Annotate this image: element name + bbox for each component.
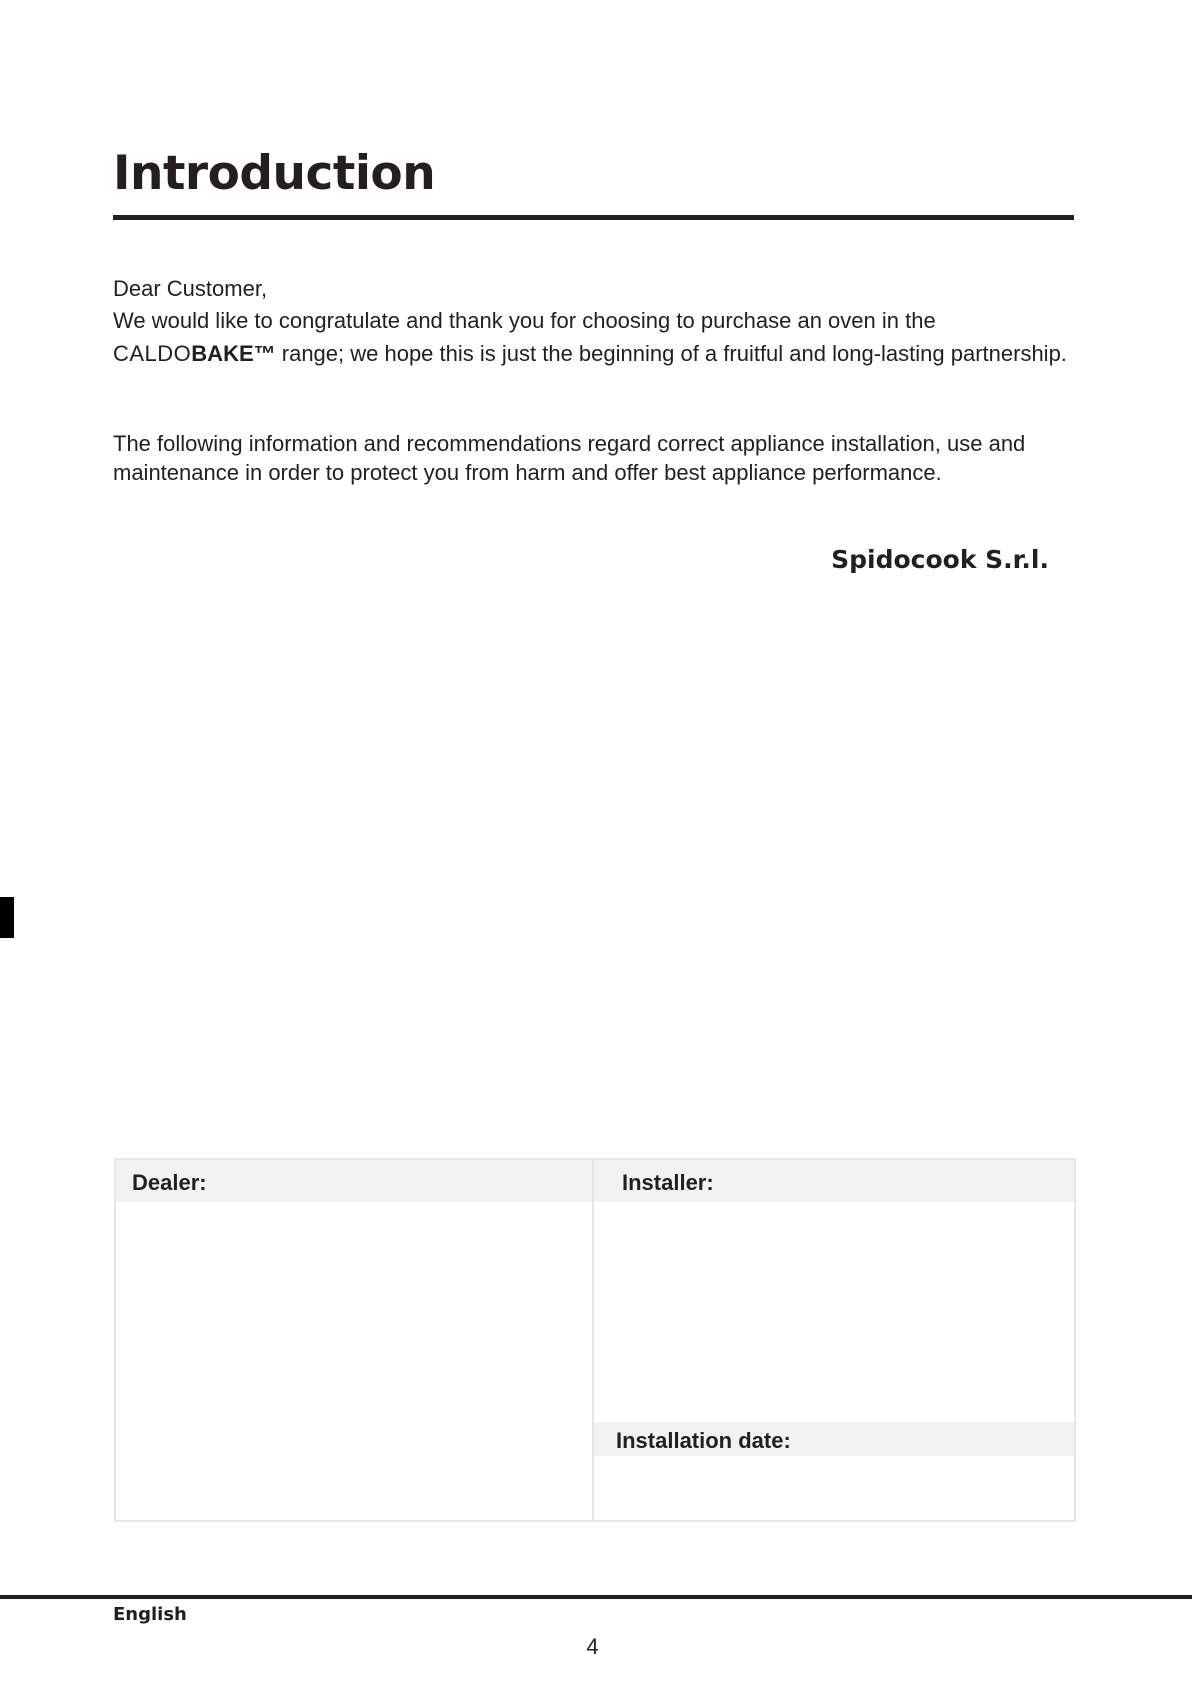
intro-paragraph: [113, 304, 1073, 370]
dealer-installer-form: [114, 1158, 1076, 1522]
greeting: Dear Customer,: [113, 276, 268, 301]
brand-name-bold: BAKE™: [191, 341, 276, 366]
intro-text-start: We would like to congratulate and thank you for choosing to purchase an oven in the: [113, 308, 936, 333]
intro-text-end: range; we hope this is just the beginning of a fruitful and long-lasting partnership.: [275, 341, 1067, 366]
installation-date-label: Installation date:: [616, 1428, 791, 1453]
footer-language: English: [113, 1604, 187, 1625]
dealer-label: Dealer:: [132, 1170, 207, 1195]
company-signature: Spidocook S.r.l.: [831, 545, 1049, 574]
footer-rule: [0, 1595, 1192, 1599]
brand-name-light: CALDO: [113, 341, 192, 366]
page-number: 4: [586, 1634, 599, 1659]
info-paragraph: The following information and recommendations regard correct appliance installation, use and maintenance in order to protect you from harm and offer best appliance performance.: [113, 431, 1026, 485]
title-underline: [113, 215, 1074, 220]
installer-field[interactable]: [594, 1202, 1074, 1422]
installer-label: Installer:: [622, 1170, 714, 1195]
installation-date-field[interactable]: [594, 1456, 1074, 1520]
dealer-field[interactable]: [116, 1202, 592, 1520]
page-title: Introduction: [113, 146, 436, 201]
side-section-tab: [0, 897, 14, 938]
